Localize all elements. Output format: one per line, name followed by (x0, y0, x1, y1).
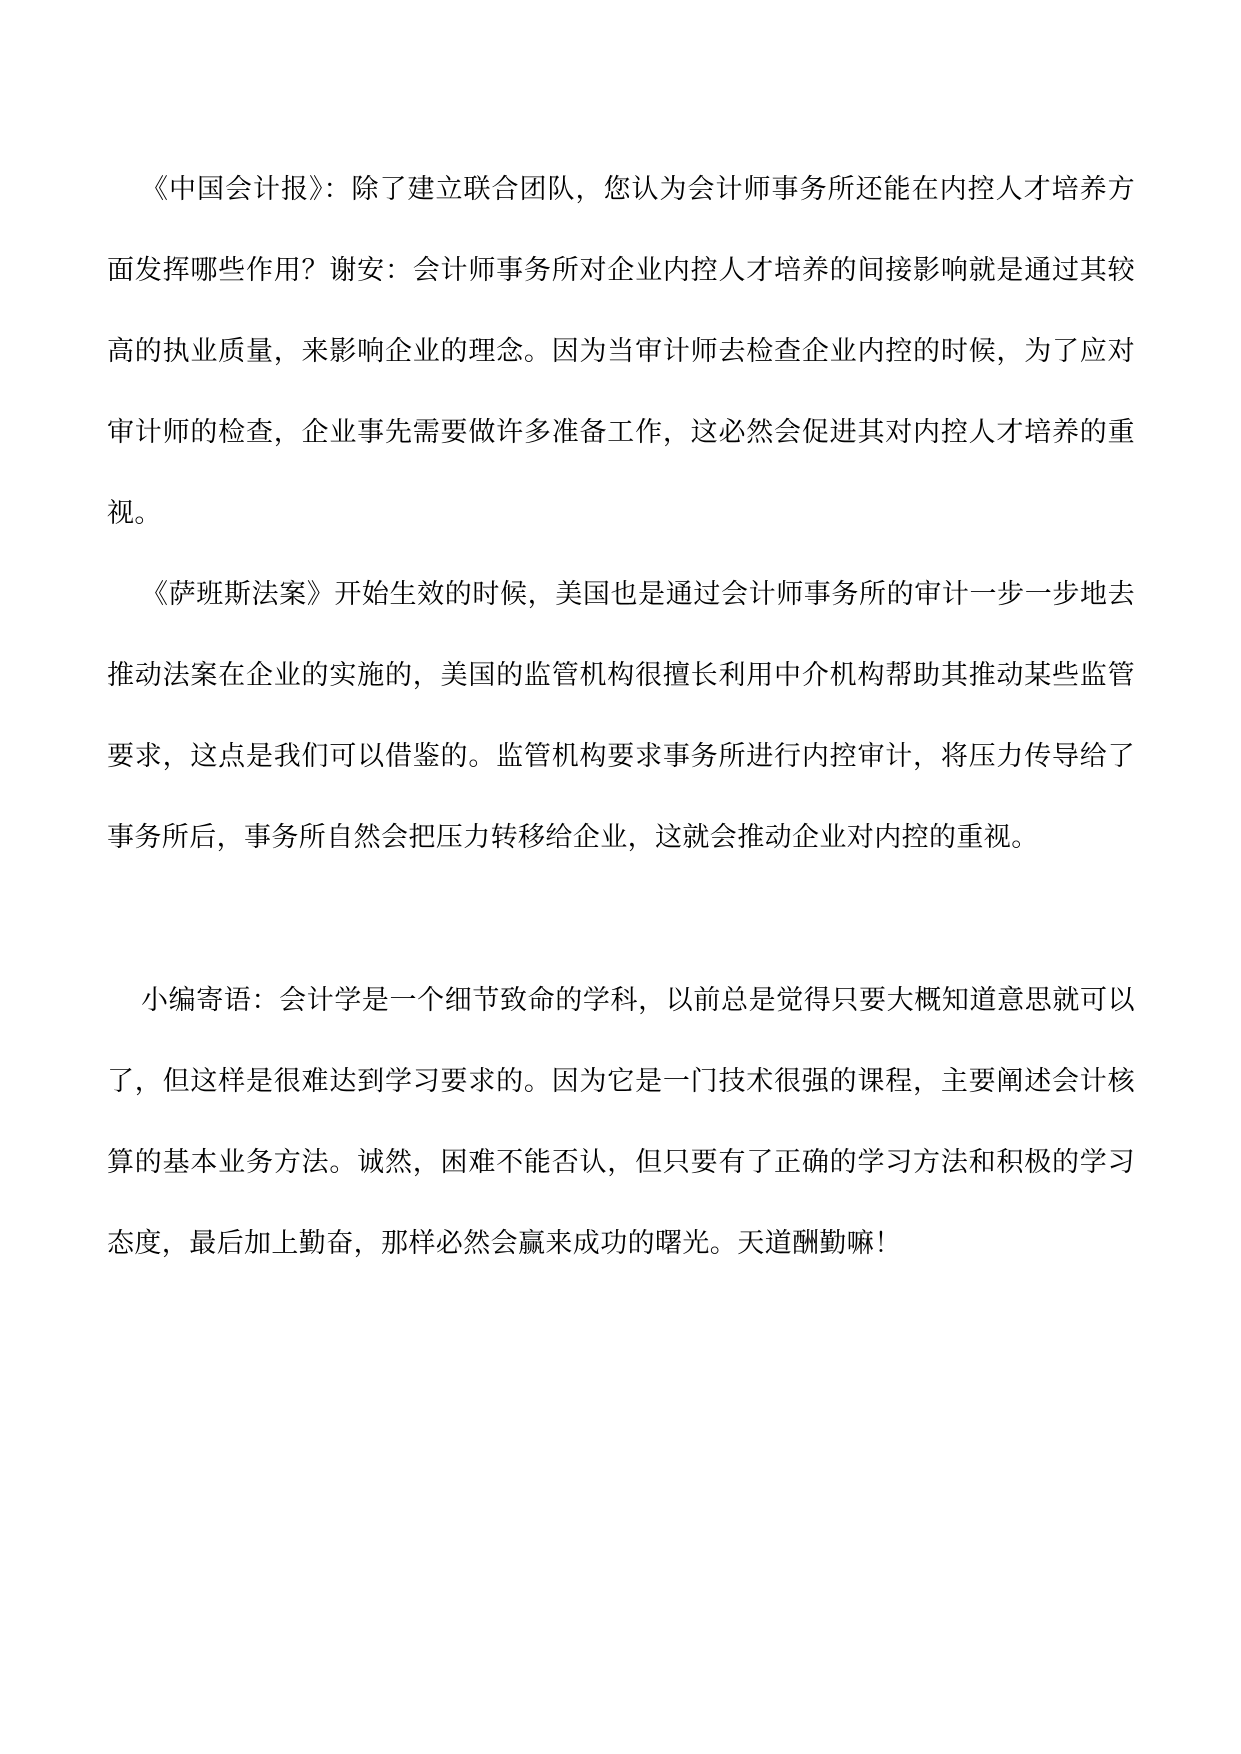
paragraph-interview-question: 《中国会计报》：除了建立联合团队，您认为会计师事务所还能在内控人才培养方面发挥哪些作用？谢安：会计师事务所对企业内控人才培养的间接影响就是通过其较高的执业质量，来影响企业的理念。因为当审计师去检查企业内控的时候，为了应对审计师的检查，企业事先需要做许多准备工作，这必然会促进其对内控人才培养的重视。 (107, 174, 1135, 529)
paragraph-sox-act: 《萨班斯法案》开始生效的时候，美国也是通过会计师事务所的审计一步一步地去推动法案在企业的实施的，美国的监管机构很擅长利用中介机构帮助其推动某些监管要求，这点是我们可以借鉴的。监管机构要求事务所进行内控审计，将压力传导给了事务所后，事务所自然会把压力转移给企业，这就会推动企业对内控的重视。 (107, 579, 1135, 853)
paragraph-editor-note: 小编寄语：会计学是一个细节致命的学科，以前总是觉得只要大概知道意思就可以了，但这样是很难达到学习要求的。因为它是一门技术很强的课程，主要阐述会计核算的基本业务方法。诚然，困难不能否认，但只要有了正确的学习方法和积极的学习态度，最后加上勤奋，那样必然会赢来成功的曙光。天道酬勤嘛！ (107, 985, 1135, 1259)
